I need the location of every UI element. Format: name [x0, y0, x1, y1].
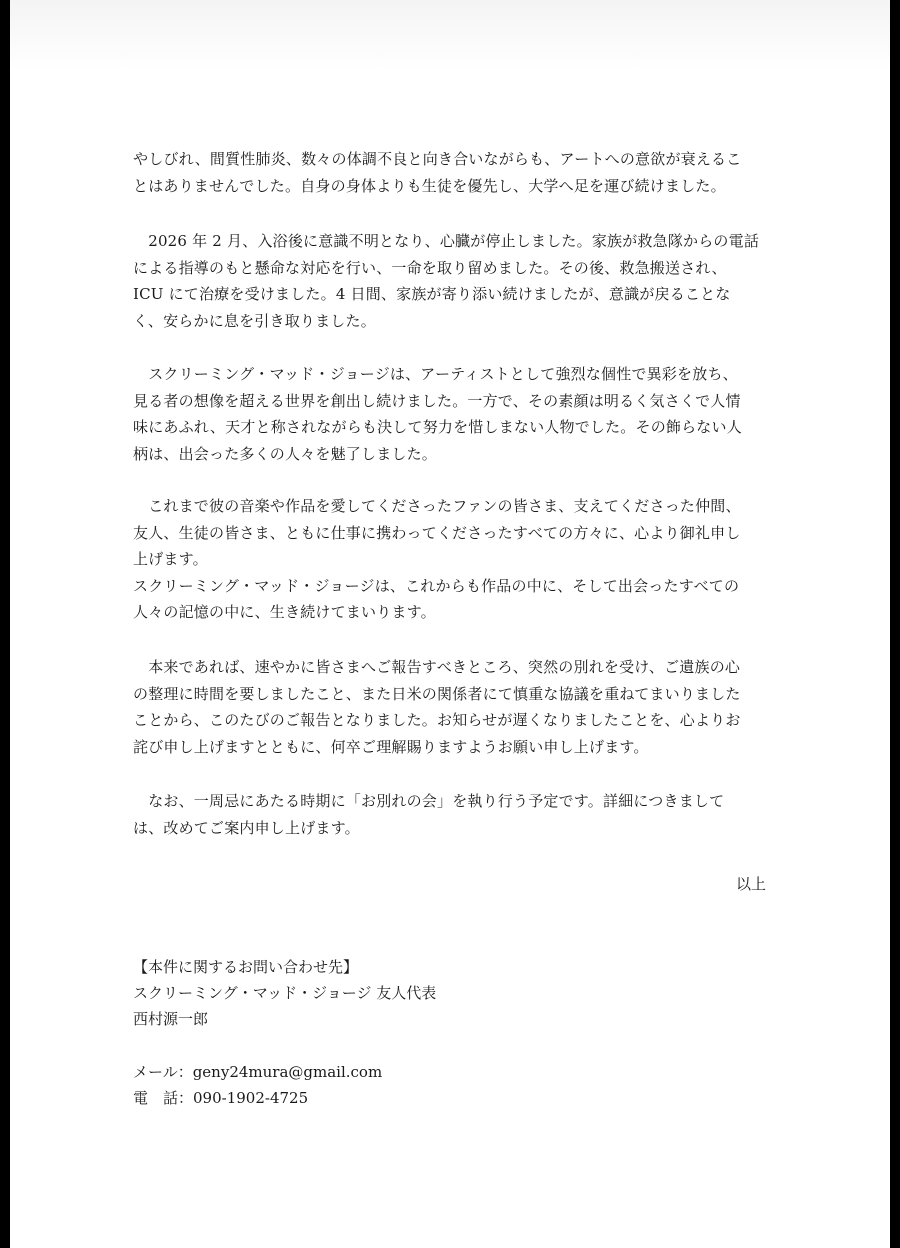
document-page	[10, 0, 890, 1248]
text-line: スクリーミング・マッド・ジョージは、アーティストとして強烈な個性で異彩を放ち、	[133, 365, 738, 383]
paragraph-passing	[133, 228, 783, 334]
text-line: やしびれ、間質性肺炎、数々の体調不良と向き合いながらも、アートへの意欲が衰えるこ	[133, 150, 742, 168]
text-line: による指導のもと懸命な対応を行い、一命を取り留めました。その後、救急搬送され、	[133, 258, 727, 277]
text-line: 友人、生徒の皆さま、ともに仕事に携わってくださったすべての方々に、心より御礼申し	[133, 523, 741, 542]
closing-mark: 以上	[736, 875, 767, 893]
paragraph-memorial	[133, 788, 783, 841]
contact-info	[133, 954, 436, 1032]
text-line: の整理に時間を要しましたこと、また日米の関係者にて慎重な協議を重ねてまいりました	[133, 684, 741, 703]
text-line: 人々の記憶の中に、生き続けてまいります。	[133, 603, 436, 621]
paragraph-thanks	[133, 493, 783, 626]
text-line: ことから、このたびのご報告となりました。お知らせが遅くなりましたことを、心よりお	[133, 711, 741, 729]
text-line: 味にあふれ、天才と称されながらも決して努力を惜しまない人物でした。その飾らない人	[133, 418, 742, 436]
text-line: は、改めてご案内申し上げます。	[133, 818, 360, 837]
text-line: ICU にて治療を受けました。4 日間、家族が寄り添い続けましたが、意識が戻ることな	[133, 285, 731, 303]
text-line: 上げます。	[133, 550, 208, 568]
contact-phone: 電 話：090-1902-4725	[133, 1089, 309, 1107]
contact-organization: スクリーミング・マッド・ジョージ 友人代表	[133, 984, 437, 1002]
paragraph-illness	[133, 146, 783, 199]
text-line: とはありませんでした。自身の身体よりも生徒を優先し、大学へ足を運び続けました。	[133, 176, 726, 195]
text-line: く、安らかに息を引き取りました。	[133, 311, 376, 330]
text-line: 詫び申し上げますとともに、何卒ご理解賜りますようお願い申し上げます。	[133, 737, 649, 756]
contact-person: 西村源一郎	[133, 1010, 209, 1028]
paragraph-character	[133, 361, 783, 467]
text-line: なお、一周忌にあたる時期に「お別れの会」を執り行う予定です。詳細につきまして	[133, 792, 725, 810]
contact-heading: 【本件に関するお問い合わせ先】	[133, 958, 359, 976]
text-line: これまで彼の音楽や作品を愛してくださったファンの皆さま、支えてくださった仲間、	[133, 497, 741, 515]
text-line: 本来であれば、速やかに皆さまへご報告すべきところ、突然の別れを受け、ご遺族の心	[133, 658, 741, 676]
text-line: 2026 年 2 月、入浴後に意識不明となり、心臓が停止しました。家族が救急隊からの電話	[133, 232, 760, 250]
contact-email: メール：geny24mura@gmail.com	[133, 1063, 383, 1081]
text-line: 柄は、出会った多くの人々を魅了しました。	[133, 444, 438, 463]
text-line: 見る者の想像を超える世界を創出し続けました。一方で、その素顔は明るく気さくで人情	[133, 391, 741, 410]
text-line: スクリーミング・マッド・ジョージは、これからも作品の中に、そして出会ったすべての	[133, 576, 740, 595]
contact-details	[133, 1059, 382, 1111]
paragraph-apology	[133, 654, 783, 760]
